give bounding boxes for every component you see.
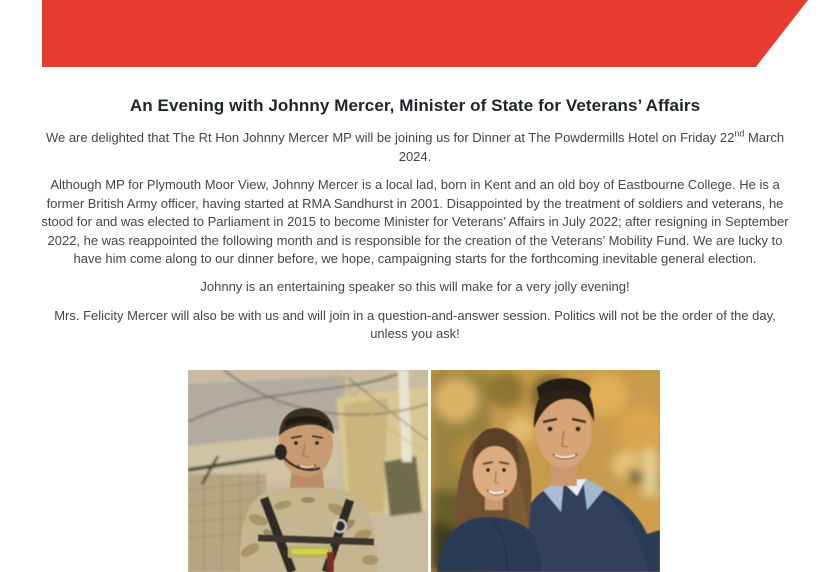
intro-text-end: March 2024. bbox=[398, 130, 785, 164]
speaker-paragraph: Johnny is an entertaining speaker so this will make for a very jolly evening! bbox=[200, 279, 630, 295]
photo-johnny-mercer-army bbox=[188, 370, 428, 572]
photo-row bbox=[50, 370, 798, 572]
couple-photo-illustration bbox=[431, 370, 660, 572]
ordinal-suffix: nd bbox=[734, 128, 745, 139]
intro-paragraph bbox=[41, 129, 789, 166]
header-banner bbox=[42, 0, 808, 67]
army-photo-illustration bbox=[188, 370, 428, 572]
page-title: An Evening with Johnny Mercer, Minister of State for Veterans’ Affairs bbox=[129, 96, 701, 115]
felicity-paragraph: Mrs. Felicity Mercer will also be with us and will join in a question-and-answer session. Politics will not be the order of the day, unless you ask! bbox=[54, 307, 776, 342]
intro-text-start: We are delighted that The Rt Hon Johnny Mercer MP will be joining us for Dinner at The Powdermills Hotel on Friday 22 bbox=[45, 130, 735, 146]
bio-paragraph: Although MP for Plymouth Moor View, Johnny Mercer is a local lad, born in Kent and an old boy of Eastbourne College. He is a former British Army officer, having started at RMA Sandhurst in 2001. Disappointed by the treatment of soldiers and veterans, he stood for and was elected to Parliament in 2015 to become Minister for Veterans’ Affairs in July 2022; after resigning in September 2022, he was reappointed the following month and is responsible for the creation of the Veterans’ Mobility Fund. We are lucky to have him come along to our dinner before, we hope, campaigning starts for the forthcoming inevitable general election. bbox=[41, 177, 789, 266]
article bbox=[41, 67, 789, 572]
photo-johnny-and-felicity-mercer bbox=[431, 370, 660, 572]
